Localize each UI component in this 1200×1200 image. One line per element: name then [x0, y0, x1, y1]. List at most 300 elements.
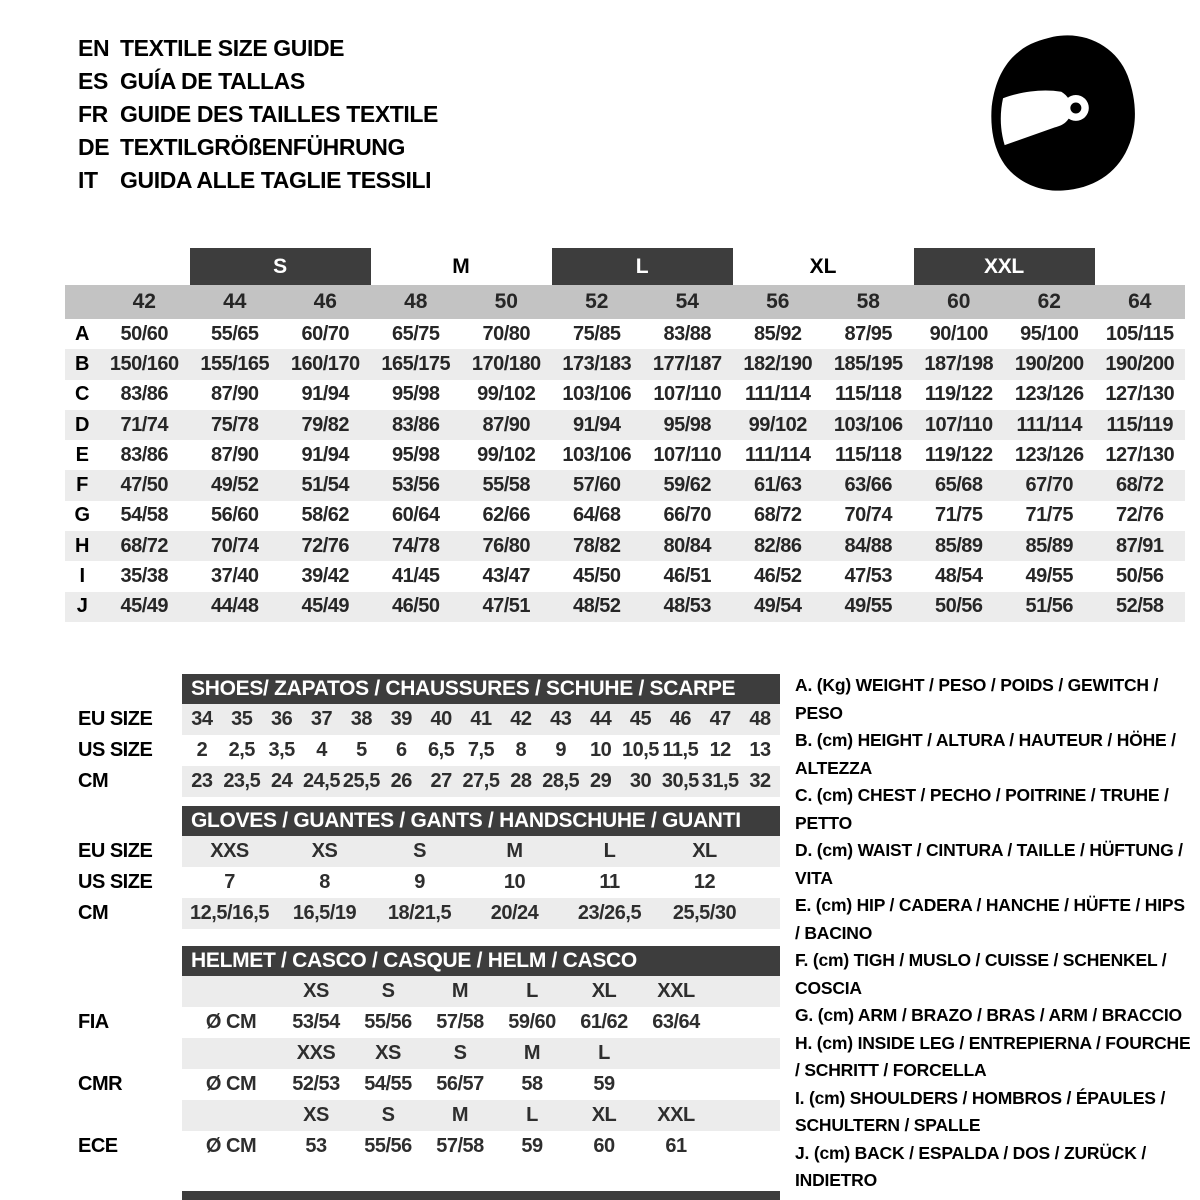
measure-cell: 160/170	[290, 352, 360, 375]
measure-cell: 187/198	[924, 352, 994, 375]
value-cell: 37	[310, 708, 333, 730]
language-row	[78, 131, 438, 164]
value-cell: Ø CM	[205, 1135, 257, 1157]
value-cell: 61	[665, 1135, 687, 1157]
value-cell: 16,5/19	[292, 902, 357, 924]
measure-cell: 46/51	[663, 565, 712, 588]
measure-cell: 103/106	[562, 443, 632, 466]
measure-cell: 47/50	[120, 474, 169, 497]
measure-row	[65, 531, 1185, 561]
row-cells	[182, 1069, 780, 1100]
main-size-table	[65, 248, 1185, 622]
value-cell: 3,5	[268, 739, 295, 761]
measure-cell: 99/102	[477, 383, 536, 406]
value-cell: 24,5	[303, 770, 340, 792]
measure-row	[65, 380, 1185, 410]
row-cells	[182, 836, 780, 867]
measure-cell: 70/74	[210, 534, 259, 557]
measure-cell: 127/130	[1105, 383, 1175, 406]
measure-cell: 54/58	[120, 504, 169, 527]
row-label: CMR	[78, 1073, 123, 1095]
measure-cell: 53/56	[391, 474, 440, 497]
measure-cell: 95/98	[391, 443, 440, 466]
row-letter: A	[75, 322, 89, 345]
measure-cell: 52/58	[1115, 595, 1164, 618]
row-letter: B	[75, 352, 89, 375]
row-label: EU SIZE	[78, 708, 153, 730]
measure-cell: 123/126	[1014, 443, 1084, 466]
value-cell: 11	[599, 871, 620, 893]
row-letter: G	[74, 504, 90, 527]
value-cell: 27,5	[462, 770, 500, 792]
size-number: 64	[1128, 290, 1152, 313]
language-code: DE	[78, 134, 110, 160]
row-cells	[182, 766, 780, 797]
measure-cell: 182/190	[743, 352, 813, 375]
size-group-xxl: XXL	[914, 248, 1095, 285]
size-group-m: M	[452, 254, 470, 278]
size-number: 50	[494, 290, 518, 313]
value-cell	[640, 1069, 712, 1100]
measure-cell: 70/80	[482, 322, 531, 345]
measure-cell: 71/75	[934, 504, 983, 527]
row-letter: H	[75, 534, 89, 557]
measure-cell: 43/47	[482, 565, 531, 588]
gloves-table	[78, 806, 780, 929]
language-row	[78, 98, 438, 131]
measure-cell: 95/98	[663, 413, 712, 436]
measure-cell: 55/65	[210, 322, 259, 345]
value-cell: XS	[375, 1042, 401, 1064]
value-cell: 31,5	[701, 770, 739, 792]
measure-cell: 74/78	[391, 534, 440, 557]
value-cell: 61/62	[580, 1011, 628, 1033]
value-cell: 10	[589, 739, 612, 761]
row-cells	[182, 867, 780, 898]
measure-cell: 111/114	[1016, 413, 1082, 436]
value-cell: 26	[390, 770, 412, 792]
row-label	[78, 1038, 182, 1069]
table-row	[78, 976, 780, 1007]
measure-cell: 85/89	[934, 534, 983, 557]
measure-cell: 82/86	[753, 534, 802, 557]
measure-cell: 49/54	[753, 595, 802, 618]
measure-cell: 48/53	[663, 595, 712, 618]
size-number: 48	[404, 290, 428, 313]
value-cell: XL	[591, 980, 617, 1002]
measure-cell: 111/114	[745, 383, 811, 406]
size-group-s: S	[190, 248, 371, 285]
value-cell: 18/21,5	[387, 902, 452, 924]
value-cell: 5	[356, 739, 367, 761]
language-row	[78, 65, 438, 98]
measure-cell: 123/126	[1014, 383, 1084, 406]
measure-cell: 103/106	[562, 383, 632, 406]
measure-cell: 68/72	[120, 534, 169, 557]
legend-item: F. (cm) TIGH / MUSLO / CUISSE / SCHENKEL / COSCIA	[795, 950, 1167, 998]
helmet-icon	[982, 26, 1160, 198]
measure-cell: 190/200	[1014, 352, 1084, 375]
row-label	[78, 1100, 182, 1131]
size-group-header	[65, 248, 1185, 285]
measure-row	[65, 501, 1185, 531]
size-number: 56	[766, 290, 790, 313]
measure-cell: 76/80	[482, 534, 531, 557]
value-cell: 47	[709, 708, 731, 730]
gloves-title-bar	[182, 806, 780, 836]
measure-cell: 47/51	[482, 595, 531, 618]
legend-item: E. (cm) HIP / CADERA / HANCHE / HÜFTE / HIPS / BACINO	[795, 895, 1185, 943]
value-cell: XS	[311, 840, 338, 862]
value-cell: 48	[749, 708, 771, 730]
legend-item: B. (cm) HEIGHT / ALTURA / HAUTEUR / HÖHE / ALTEZZA	[795, 730, 1176, 778]
table-row	[78, 1100, 780, 1131]
size-number: 62	[1037, 290, 1061, 313]
value-cell: 29	[589, 770, 612, 792]
value-cell: 59	[521, 1135, 543, 1157]
measure-row	[65, 470, 1185, 500]
value-cell: 57/58	[436, 1011, 484, 1033]
measure-cell: 45/50	[572, 565, 621, 588]
measure-cell: 39/42	[301, 565, 350, 588]
value-cell: 60	[593, 1135, 615, 1157]
measure-cell: 62/66	[482, 504, 531, 527]
value-cell: 56/57	[436, 1073, 484, 1095]
value-cell: 30	[629, 770, 652, 792]
language-row	[78, 164, 438, 197]
value-cell	[182, 976, 280, 1007]
measure-cell: 68/72	[1115, 474, 1164, 497]
legend-item: C. (cm) CHEST / PECHO / POITRINE / TRUHE / PETTO	[795, 785, 1169, 833]
value-cell: 34	[191, 708, 213, 730]
row-letter: I	[79, 565, 85, 588]
value-cell: 2	[196, 739, 208, 761]
measure-cell: 173/183	[562, 352, 632, 375]
legend-item: D. (cm) WAIST / CINTURA / TAILLE / HÜFTUNG / VITA	[795, 840, 1183, 888]
table-row	[78, 836, 780, 867]
shoes-title: SHOES/ ZAPATOS / CHAUSSURES / SCHUHE / SCARPE	[191, 677, 736, 700]
value-cell: 6,5	[427, 739, 455, 761]
measure-cell: 44/48	[210, 595, 259, 618]
row-label: US SIZE	[78, 871, 153, 893]
measure-cell: 91/94	[572, 413, 621, 436]
language-title: GUÍA DE TALLAS	[120, 68, 305, 94]
measure-cell: 48/54	[934, 565, 983, 588]
measure-cell: 68/72	[753, 504, 802, 527]
legend-item: A. (Kg) WEIGHT / PESO / POIDS / GEWITCH / PESO	[795, 675, 1159, 723]
measure-cell: 57/60	[572, 474, 621, 497]
value-cell: 27	[430, 770, 452, 792]
value-cell: 25,5	[342, 770, 380, 792]
measure-cell: 59/62	[663, 474, 712, 497]
measure-cell: 177/187	[652, 352, 722, 375]
measure-cell: 65/68	[934, 474, 983, 497]
corner-spacer	[65, 248, 99, 285]
value-cell: 6	[395, 739, 407, 761]
measure-cell: 71/75	[1025, 504, 1074, 527]
measure-cell: 87/90	[210, 383, 259, 406]
value-cell: 2,5	[228, 739, 255, 761]
measure-cell: 190/200	[1105, 352, 1175, 375]
measure-cell: 84/88	[844, 534, 893, 557]
value-cell: 4	[316, 739, 327, 761]
row-cells	[182, 1131, 780, 1162]
value-cell: XXL	[657, 980, 695, 1002]
language-title: GUIDA ALLE TAGLIE TESSILI	[120, 167, 432, 193]
value-cell: 9	[414, 871, 425, 893]
helmet-title-bar	[182, 946, 780, 976]
value-cell: 32	[749, 770, 771, 792]
size-number-row	[65, 285, 1185, 319]
row-letter: D	[75, 413, 89, 436]
table-row	[78, 735, 780, 766]
measure-cell: 60/64	[391, 504, 440, 527]
value-cell: 43	[550, 708, 572, 730]
helmet-table	[78, 946, 780, 1162]
legend-item: I. (cm) SHOULDERS / HOMBROS / ÉPAULES / SCHULTERN / SPALLE	[795, 1087, 1166, 1135]
measure-cell: 55/58	[482, 474, 531, 497]
measure-cell: 75/78	[210, 413, 259, 436]
row-label: EU SIZE	[78, 840, 153, 862]
measure-row	[65, 319, 1185, 349]
measure-cell: 165/175	[381, 352, 451, 375]
measure-cell: 115/118	[834, 443, 902, 466]
bottom-cropped-bar	[182, 1191, 780, 1200]
gloves-title: GLOVES / GUANTES / GANTS / HANDSCHUHE / GUANTI	[191, 809, 741, 832]
measure-cell: 115/118	[834, 383, 902, 406]
measure-cell: 48/52	[572, 595, 621, 618]
measure-cell: 107/110	[653, 443, 722, 466]
gloves-body	[78, 836, 780, 929]
measure-row	[65, 349, 1185, 379]
value-cell: S	[453, 1042, 467, 1064]
value-cell: S	[381, 980, 395, 1002]
helmet-title: HELMET / CASCO / CASQUE / HELM / CASCO	[191, 949, 637, 972]
measure-cell: 45/49	[120, 595, 169, 618]
row-cells	[182, 898, 780, 929]
value-cell: L	[598, 1042, 610, 1064]
measure-row	[65, 592, 1185, 622]
value-cell: 39	[390, 708, 412, 730]
size-group-xl: XL	[809, 254, 837, 278]
measure-cell: 85/92	[753, 322, 802, 345]
legend-item: J. (cm) BACK / ESPALDA / DOS / ZURÜCK / INDIETRO	[795, 1142, 1146, 1190]
measure-cell: 64/68	[572, 504, 621, 527]
measure-cell: 79/82	[301, 413, 350, 436]
measure-cell: 47/53	[844, 565, 893, 588]
value-cell: 12	[709, 739, 731, 761]
value-cell: XL	[591, 1104, 617, 1126]
letter-spacer	[65, 285, 99, 319]
value-cell: 46	[669, 708, 691, 730]
shoes-body	[78, 704, 780, 797]
size-number: 52	[585, 290, 609, 313]
value-cell: 44	[589, 708, 612, 730]
measure-cell: 45/49	[301, 595, 350, 618]
language-title: GUIDE DES TAILLES TEXTILE	[120, 101, 438, 127]
table-row	[78, 1038, 780, 1069]
measure-cell: 119/122	[924, 443, 993, 466]
language-code: IT	[78, 167, 98, 193]
value-cell	[182, 1038, 280, 1069]
value-cell: 58	[521, 1073, 543, 1095]
value-cell: 28,5	[542, 770, 580, 792]
measure-cell: 105/115	[1105, 322, 1174, 345]
table-row	[78, 766, 780, 797]
value-cell: 40	[430, 708, 452, 730]
measure-cell: 185/195	[833, 352, 903, 375]
row-label: CM	[78, 902, 109, 924]
measure-cell: 37/40	[210, 565, 259, 588]
measure-cell: 87/90	[210, 443, 259, 466]
value-cell: M	[523, 1042, 541, 1064]
measure-cell: 87/90	[482, 413, 531, 436]
measure-row	[65, 410, 1185, 440]
shoes-title-bar	[182, 674, 780, 704]
measurement-legend	[795, 672, 1191, 1195]
language-code: ES	[78, 68, 108, 94]
row-cells	[182, 704, 780, 735]
value-cell: 10,5	[621, 739, 659, 761]
value-cell: 25,5/30	[672, 902, 737, 924]
language-code: FR	[78, 101, 108, 127]
value-cell: M	[451, 1104, 469, 1126]
row-label: US SIZE	[78, 739, 153, 761]
legend-item: G. (cm) ARM / BRAZO / BRAS / ARM / BRACCIO	[795, 1005, 1182, 1025]
value-cell: 10	[503, 871, 526, 893]
value-cell: L	[603, 840, 616, 862]
measure-cell: 51/56	[1025, 595, 1074, 618]
measure-cell: 155/165	[200, 352, 270, 375]
measure-cell: 91/94	[301, 443, 350, 466]
value-cell: Ø CM	[205, 1011, 257, 1033]
value-cell: 20/24	[490, 902, 539, 924]
measure-cell: 99/102	[748, 413, 807, 436]
value-cell: 35	[231, 708, 253, 730]
value-cell: M	[506, 840, 523, 862]
measure-cell: 60/70	[301, 322, 350, 345]
value-cell: 59/60	[508, 1011, 556, 1033]
value-cell	[640, 1038, 712, 1069]
measure-cell: 150/160	[109, 352, 179, 375]
value-cell: 55/56	[364, 1011, 412, 1033]
measure-cell: 49/52	[210, 474, 259, 497]
size-number: 54	[675, 290, 699, 313]
measure-cell: 46/52	[753, 565, 802, 588]
row-label	[78, 976, 182, 1007]
legend-item: H. (cm) INSIDE LEG / ENTREPIERNA / FOURCHE / SCHRITT / FORCELLA	[795, 1032, 1191, 1080]
measure-cell: 58/62	[301, 504, 350, 527]
measure-cell: 51/54	[301, 474, 350, 497]
measure-cell: 72/76	[301, 534, 350, 557]
value-cell: 55/56	[364, 1135, 412, 1157]
measure-cell: 99/102	[477, 443, 536, 466]
measure-cell: 83/86	[120, 443, 169, 466]
value-cell: 23,5	[223, 770, 261, 792]
language-title: TEXTILGRÖßENFÜHRUNG	[120, 134, 405, 160]
value-cell: 9	[555, 739, 567, 761]
value-cell: XL	[692, 840, 717, 862]
measure-cell: 119/122	[924, 383, 993, 406]
row-cells	[182, 735, 780, 766]
measure-cell: 87/91	[1115, 534, 1164, 557]
row-letter: C	[75, 383, 89, 406]
value-cell: 13	[749, 739, 771, 761]
value-cell: L	[526, 980, 538, 1002]
value-cell: 23	[191, 770, 213, 792]
value-cell: XS	[303, 1104, 329, 1126]
measure-cell: 49/55	[844, 595, 893, 618]
measure-cell: 50/56	[1115, 565, 1164, 588]
row-label: FIA	[78, 1011, 109, 1033]
measure-cell: 70/74	[844, 504, 893, 527]
helmet-body	[78, 976, 780, 1162]
value-cell: 53/54	[292, 1011, 340, 1033]
value-cell: 7,5	[467, 739, 495, 761]
value-cell: 8	[515, 739, 527, 761]
language-code: EN	[78, 35, 110, 61]
measure-cell: 111/114	[745, 443, 811, 466]
size-number: 46	[313, 290, 337, 313]
value-cell: 59	[593, 1073, 615, 1095]
measure-cell: 87/95	[844, 322, 893, 345]
measure-cell: 170/180	[471, 352, 541, 375]
value-cell: 7	[224, 871, 235, 893]
table-row	[78, 867, 780, 898]
measure-cell: 35/38	[120, 565, 169, 588]
value-cell: S	[381, 1104, 395, 1126]
value-cell: XXS	[296, 1042, 336, 1064]
measure-cell: 49/55	[1025, 565, 1074, 588]
measure-cell: 91/94	[301, 383, 350, 406]
measure-cell: 103/106	[833, 413, 903, 436]
value-cell: 42	[510, 708, 532, 730]
value-cell	[182, 1100, 280, 1131]
value-cell: 57/58	[436, 1135, 484, 1157]
measure-cell: 61/63	[753, 474, 802, 497]
measure-cell: 78/82	[572, 534, 621, 557]
value-cell: 12	[693, 871, 716, 893]
table-row	[78, 898, 780, 929]
value-cell: Ø CM	[205, 1073, 257, 1095]
measure-cell: 71/74	[120, 413, 169, 436]
measure-cell: 83/86	[391, 413, 440, 436]
value-cell: 24	[271, 770, 293, 792]
measure-cell: 83/86	[120, 383, 169, 406]
measure-cell: 50/56	[934, 595, 983, 618]
language-row	[78, 32, 438, 65]
value-cell: 52/53	[292, 1073, 340, 1095]
size-number: 58	[856, 290, 880, 313]
value-cell: 54/55	[364, 1073, 412, 1095]
value-cell: 30,5	[661, 770, 699, 792]
table-row	[78, 1007, 780, 1038]
value-cell: 38	[350, 708, 373, 730]
row-label: CM	[78, 770, 109, 792]
measure-cell: 75/85	[572, 322, 621, 345]
measure-cell: 107/110	[924, 413, 993, 436]
measure-cell: 72/76	[1115, 504, 1164, 527]
size-group-l: L	[552, 248, 733, 285]
row-label: ECE	[78, 1135, 118, 1157]
value-cell: 41	[470, 708, 492, 730]
value-cell: S	[413, 840, 426, 862]
language-title: TEXTILE SIZE GUIDE	[120, 35, 345, 61]
measure-cell: 56/60	[210, 504, 259, 527]
size-number: 44	[223, 290, 247, 313]
row-letter: E	[75, 443, 89, 466]
measure-cell: 50/60	[120, 322, 169, 345]
